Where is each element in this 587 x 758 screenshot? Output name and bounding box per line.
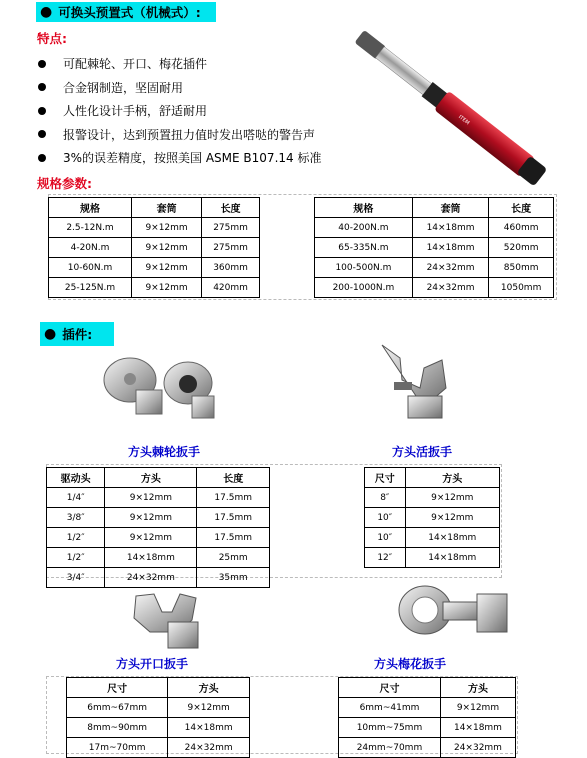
feature-text: 合金钢制造，坚固耐用 xyxy=(63,80,184,95)
table-cell: 17.5mm xyxy=(197,528,270,548)
bullet-icon xyxy=(38,83,46,91)
table-header-row xyxy=(365,468,500,488)
column-header: 套筒 xyxy=(132,198,202,218)
features-list xyxy=(38,52,368,170)
svg-text:ITEM: ITEM xyxy=(457,114,471,127)
bullet-icon xyxy=(38,107,46,115)
ring-caption: 方头梅花扳手 xyxy=(374,657,447,671)
table-row xyxy=(49,218,260,238)
table-row xyxy=(47,488,270,508)
inserts-title: 插件: xyxy=(62,327,93,342)
table-cell: 1/2″ xyxy=(47,548,105,568)
table-cell: 4-20N.m xyxy=(49,238,132,258)
table-cell: 9×12mm xyxy=(168,698,250,718)
table-cell: 10-60N.m xyxy=(49,258,132,278)
table-cell: 9×12mm xyxy=(132,258,202,278)
open-end-table xyxy=(66,677,250,758)
table-row xyxy=(67,738,250,758)
table-cell: 24×32mm xyxy=(412,258,488,278)
column-header: 驱动头 xyxy=(47,468,105,488)
table-cell: 200-1000N.m xyxy=(315,278,413,298)
bullet-icon xyxy=(38,60,46,68)
table-cell: 460mm xyxy=(489,218,554,238)
table-cell: 3/8″ xyxy=(47,508,105,528)
adjustable-caption: 方头活扳手 xyxy=(392,445,453,459)
table-cell: 65-335N.m xyxy=(315,238,413,258)
table-cell: 10mm~75mm xyxy=(339,718,441,738)
table-cell: 25-125N.m xyxy=(49,278,132,298)
table-cell: 9×12mm xyxy=(440,698,515,718)
table-cell: 25mm xyxy=(197,548,270,568)
table-row xyxy=(315,238,554,258)
table-cell: 420mm xyxy=(202,278,260,298)
table-row xyxy=(49,238,260,258)
torque-wrench-image xyxy=(345,22,555,192)
bullet-icon: ● xyxy=(40,4,53,20)
table-row xyxy=(47,568,270,588)
feature-text: 报警设计，达到预置扭力值时发出嗒哒的警告声 xyxy=(63,127,316,142)
table-cell: 14×18mm xyxy=(412,218,488,238)
feature-item xyxy=(38,76,368,100)
table-cell: 520mm xyxy=(489,238,554,258)
column-header: 方头 xyxy=(168,678,250,698)
feature-text: 3%的误差精度，按照美国 ASME B107.14 标准 xyxy=(63,151,322,166)
table-cell: 40-200N.m xyxy=(315,218,413,238)
table-cell: 24×32mm xyxy=(440,738,515,758)
table-cell: 1050mm xyxy=(489,278,554,298)
table-cell: 12″ xyxy=(365,548,406,568)
table-cell: 1/2″ xyxy=(47,528,105,548)
table-cell: 10″ xyxy=(365,508,406,528)
adjustable-table xyxy=(364,467,500,568)
column-header: 方头 xyxy=(440,678,515,698)
table-cell: 8″ xyxy=(365,488,406,508)
table-row xyxy=(339,718,516,738)
bullet-icon: ● xyxy=(44,326,57,342)
table-cell: 850mm xyxy=(489,258,554,278)
ring-table xyxy=(338,677,516,758)
table-cell: 8mm~90mm xyxy=(67,718,168,738)
feature-item xyxy=(38,146,368,170)
column-header: 长度 xyxy=(489,198,554,218)
table-cell: 6mm~41mm xyxy=(339,698,441,718)
table-cell: 9×12mm xyxy=(132,238,202,258)
table-row xyxy=(365,488,500,508)
table-cell: 24×32mm xyxy=(105,568,197,588)
table-cell: 9×12mm xyxy=(105,508,197,528)
ratchet-table xyxy=(46,467,270,588)
table-row xyxy=(47,508,270,528)
feature-text: 可配棘轮、开口、梅花插件 xyxy=(63,57,208,72)
specs-table-right xyxy=(314,197,554,298)
specs-heading: 规格参数: xyxy=(37,176,92,191)
table-cell: 24×32mm xyxy=(412,278,488,298)
table-cell: 6mm~67mm xyxy=(67,698,168,718)
table-cell: 275mm xyxy=(202,218,260,238)
table-cell: 17.5mm xyxy=(197,508,270,528)
table-header-row xyxy=(339,678,516,698)
column-header: 方头 xyxy=(105,468,197,488)
features-heading: 特点: xyxy=(37,31,67,46)
column-header: 规格 xyxy=(315,198,413,218)
table-row xyxy=(67,698,250,718)
table-cell: 9×12mm xyxy=(405,508,500,528)
table-cell: 9×12mm xyxy=(132,278,202,298)
table-cell: 9×12mm xyxy=(105,488,197,508)
feature-item xyxy=(38,99,368,123)
table-cell: 9×12mm xyxy=(132,218,202,238)
column-header: 尺寸 xyxy=(67,678,168,698)
section-banner xyxy=(36,2,216,22)
inserts-banner xyxy=(40,322,114,346)
open-end-caption: 方头开口扳手 xyxy=(116,657,189,671)
table-row xyxy=(315,218,554,238)
column-header: 规格 xyxy=(49,198,132,218)
column-header: 尺寸 xyxy=(339,678,441,698)
table-cell: 14×18mm xyxy=(440,718,515,738)
table-cell: 14×18mm xyxy=(105,548,197,568)
ratchet-insert-image xyxy=(100,350,225,430)
table-cell: 360mm xyxy=(202,258,260,278)
table-row xyxy=(67,718,250,738)
ratchet-caption: 方头棘轮扳手 xyxy=(128,445,201,459)
column-header: 长度 xyxy=(202,198,260,218)
table-cell: 3/4″ xyxy=(47,568,105,588)
table-header-row xyxy=(49,198,260,218)
table-row xyxy=(339,698,516,718)
table-row xyxy=(47,548,270,568)
column-header: 方头 xyxy=(405,468,500,488)
table-cell: 17.5mm xyxy=(197,488,270,508)
table-cell: 17m~70mm xyxy=(67,738,168,758)
table-row xyxy=(315,278,554,298)
bullet-icon xyxy=(38,130,46,138)
feature-item xyxy=(38,52,368,76)
table-row xyxy=(49,258,260,278)
table-cell: 24mm~70mm xyxy=(339,738,441,758)
table-cell: 14×18mm xyxy=(405,528,500,548)
feature-text: 人性化设计手柄，舒适耐用 xyxy=(63,104,208,119)
section-title: 可换头预置式（机械式）: xyxy=(58,5,201,20)
bullet-icon xyxy=(38,154,46,162)
table-cell: 10″ xyxy=(365,528,406,548)
table-cell: 9×12mm xyxy=(105,528,197,548)
table-row xyxy=(339,738,516,758)
table-header-row xyxy=(315,198,554,218)
table-cell: 14×18mm xyxy=(412,238,488,258)
column-header: 长度 xyxy=(197,468,270,488)
table-cell: 35mm xyxy=(197,568,270,588)
table-row xyxy=(315,258,554,278)
table-row xyxy=(47,528,270,548)
ring-insert-image xyxy=(395,580,515,650)
table-row xyxy=(49,278,260,298)
open-end-insert-image xyxy=(128,592,218,654)
table-cell: 14×18mm xyxy=(405,548,500,568)
table-header-row xyxy=(47,468,270,488)
feature-item xyxy=(38,123,368,147)
table-cell: 2.5-12N.m xyxy=(49,218,132,238)
table-header-row xyxy=(67,678,250,698)
table-cell: 24×32mm xyxy=(168,738,250,758)
table-cell: 9×12mm xyxy=(405,488,500,508)
table-cell: 100-500N.m xyxy=(315,258,413,278)
specs-table-left xyxy=(48,197,260,298)
table-cell: 14×18mm xyxy=(168,718,250,738)
table-cell: 275mm xyxy=(202,238,260,258)
table-row xyxy=(365,548,500,568)
table-row xyxy=(365,508,500,528)
table-cell: 1/4″ xyxy=(47,488,105,508)
column-header: 套筒 xyxy=(412,198,488,218)
adjustable-insert-image xyxy=(372,340,462,425)
column-header: 尺寸 xyxy=(365,468,406,488)
table-row xyxy=(365,528,500,548)
